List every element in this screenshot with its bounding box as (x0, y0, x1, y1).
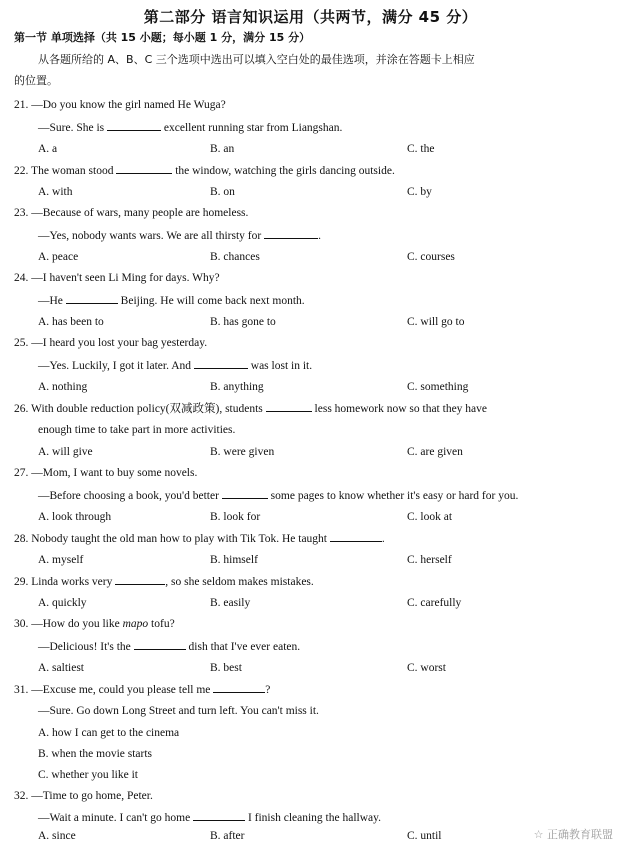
option-a: A. myself (38, 554, 84, 566)
question-28-stem (14, 530, 385, 547)
option-c: C. something (407, 381, 469, 393)
question-text: . (381, 533, 385, 545)
question-number: 27. (14, 467, 29, 479)
instructions-line-2: 的位置。 (14, 74, 58, 87)
question-number: 22. (14, 165, 29, 177)
question-27-stem (14, 465, 197, 481)
italic-word: mapo (122, 618, 149, 630)
option-a: A. quickly (38, 597, 87, 609)
option-b: B. on (210, 186, 235, 198)
option-c: C. courses (407, 251, 455, 263)
question-24-stem (14, 270, 220, 286)
question-text: . (318, 230, 321, 242)
question-text: —Do you know the girl named He Wuga? (31, 99, 226, 111)
option-b: B. look for (210, 511, 261, 523)
question-text: excellent running star from Liangshan. (163, 122, 343, 134)
option-a: A. how I can get to the cinema (38, 727, 180, 739)
answer-blank (222, 487, 268, 499)
option-b: B. an (210, 143, 235, 155)
part-title: 第二部分 语言知识运用（共两节，满分 45 分） (143, 8, 478, 26)
option-a: A. since (38, 830, 76, 842)
question-text: —Excuse me, could you please tell me (31, 684, 211, 696)
question-number: 26. (14, 403, 29, 415)
question-number: 24. (14, 272, 29, 284)
question-32-line2 (38, 809, 381, 826)
question-text: dish that I've ever eaten. (188, 641, 301, 653)
question-26-stem (14, 400, 487, 417)
question-text: Linda works very (31, 576, 113, 588)
option-a: A. a (38, 143, 58, 155)
question-number: 21. (14, 99, 29, 111)
question-text: less homework now so that they have (314, 403, 488, 415)
option-a: A. look through (38, 511, 112, 523)
question-text: I finish cleaning the hallway. (247, 812, 382, 824)
question-text: With double reduction policy(双减政策), students (31, 403, 263, 415)
question-26-line2 (38, 422, 235, 438)
question-24-line2 (38, 292, 305, 309)
question-text: —Yes, nobody wants wars. We are all thirsty for (38, 230, 262, 242)
question-21-stem (14, 97, 226, 113)
question-number: 30. (14, 618, 29, 630)
question-text: —Sure. She is (38, 122, 105, 134)
section-heading: 第一节 单项选择（共 15 小题；每小题 1 分，满分 15 分） (14, 31, 311, 44)
question-text: was lost in it. (250, 360, 313, 372)
question-text: ? (265, 684, 271, 696)
option-c: C. worst (407, 662, 446, 674)
option-a: A. with (38, 186, 73, 198)
question-number: 29. (14, 576, 29, 588)
question-32-stem (14, 788, 153, 804)
option-c: C. will go to (407, 316, 465, 328)
question-text: —Mom, I want to buy some novels. (31, 467, 198, 479)
option-b: B. after (210, 830, 245, 842)
option-b: B. best (210, 662, 242, 674)
question-25-line2 (38, 357, 312, 374)
option-a: A. has been to (38, 316, 104, 328)
question-text: —Delicious! It's the (38, 641, 131, 653)
option-c: C. look at (407, 511, 453, 523)
answer-blank (116, 162, 172, 174)
question-31-stem (14, 681, 270, 698)
question-text: , so she seldom makes mistakes. (165, 576, 314, 588)
question-number: 28. (14, 533, 29, 545)
instructions-line-1: 从各题所给的 A、B、C 三个选项中选出可以填入空白处的最佳选项，并涂在答题卡上相应 (38, 53, 475, 66)
question-number: 23. (14, 207, 29, 219)
question-text: Beijing. He will come back next month. (120, 295, 305, 307)
question-31-line2 (38, 703, 319, 719)
question-text: —How do you like (31, 618, 120, 630)
answer-blank (330, 530, 382, 542)
answer-blank (193, 809, 245, 821)
question-30-line2 (38, 638, 300, 655)
option-c: C. by (407, 186, 432, 198)
option-c: C. herself (407, 554, 452, 566)
question-22-stem (14, 162, 395, 179)
answer-blank (194, 357, 248, 369)
option-c: C. until (407, 830, 442, 842)
question-text: —Before choosing a book, you'd better (38, 490, 219, 502)
question-27-line2 (38, 487, 518, 504)
question-text: —Because of wars, many people are homeless. (31, 207, 249, 219)
question-text: The woman stood (31, 165, 114, 177)
question-text: the window, watching the girls dancing outside. (175, 165, 395, 177)
question-text: —I heard you lost your bag yesterday. (31, 337, 208, 349)
option-b: B. has gone to (210, 316, 276, 328)
question-23-stem (14, 205, 248, 221)
option-a: A. peace (38, 251, 79, 263)
question-number: 32. (14, 790, 29, 802)
question-number: 31. (14, 684, 29, 696)
question-21-line2 (38, 119, 342, 136)
option-a: A. saltiest (38, 662, 84, 674)
answer-blank (115, 573, 165, 585)
option-b: B. when the movie starts (38, 748, 153, 760)
question-text: —Time to go home, Peter. (31, 790, 153, 802)
option-c: C. the (407, 143, 435, 155)
option-a: A. will give (38, 446, 93, 458)
option-b: B. easily (210, 597, 251, 609)
answer-blank (134, 638, 186, 650)
question-text: —Sure. Go down Long Street and turn left. You can't miss it. (38, 705, 319, 717)
answer-blank (213, 681, 265, 693)
question-text: —He (38, 295, 63, 307)
question-text: —Wait a minute. I can't go home (38, 812, 191, 824)
option-c: C. whether you like it (38, 769, 138, 781)
question-29-stem (14, 573, 314, 590)
option-a: A. nothing (38, 381, 88, 393)
option-b: B. chances (210, 251, 260, 263)
option-b: B. himself (210, 554, 258, 566)
option-b: B. were given (210, 446, 275, 458)
answer-blank (66, 292, 118, 304)
question-text: some pages to know whether it's easy or hard for you. (270, 490, 519, 502)
answer-blank (107, 119, 161, 131)
question-text: —I haven't seen Li Ming for days. Why? (31, 272, 220, 284)
watermark: ☆ 正确教育联盟 (533, 828, 613, 841)
question-text: Nobody taught the old man how to play with Tik Tok. He taught (31, 533, 327, 545)
question-30-stem (14, 616, 175, 632)
question-23-line2 (38, 227, 321, 244)
question-text: —Yes. Luckily, I got it later. And (38, 360, 192, 372)
option-c: C. are given (407, 446, 463, 458)
question-text: tofu? (151, 618, 175, 630)
question-25-stem (14, 335, 207, 351)
question-text: enough time to take part in more activities. (38, 424, 236, 436)
answer-blank (264, 227, 318, 239)
option-b: B. anything (210, 381, 264, 393)
option-c: C. carefully (407, 597, 462, 609)
answer-blank (266, 400, 312, 412)
question-number: 25. (14, 337, 29, 349)
